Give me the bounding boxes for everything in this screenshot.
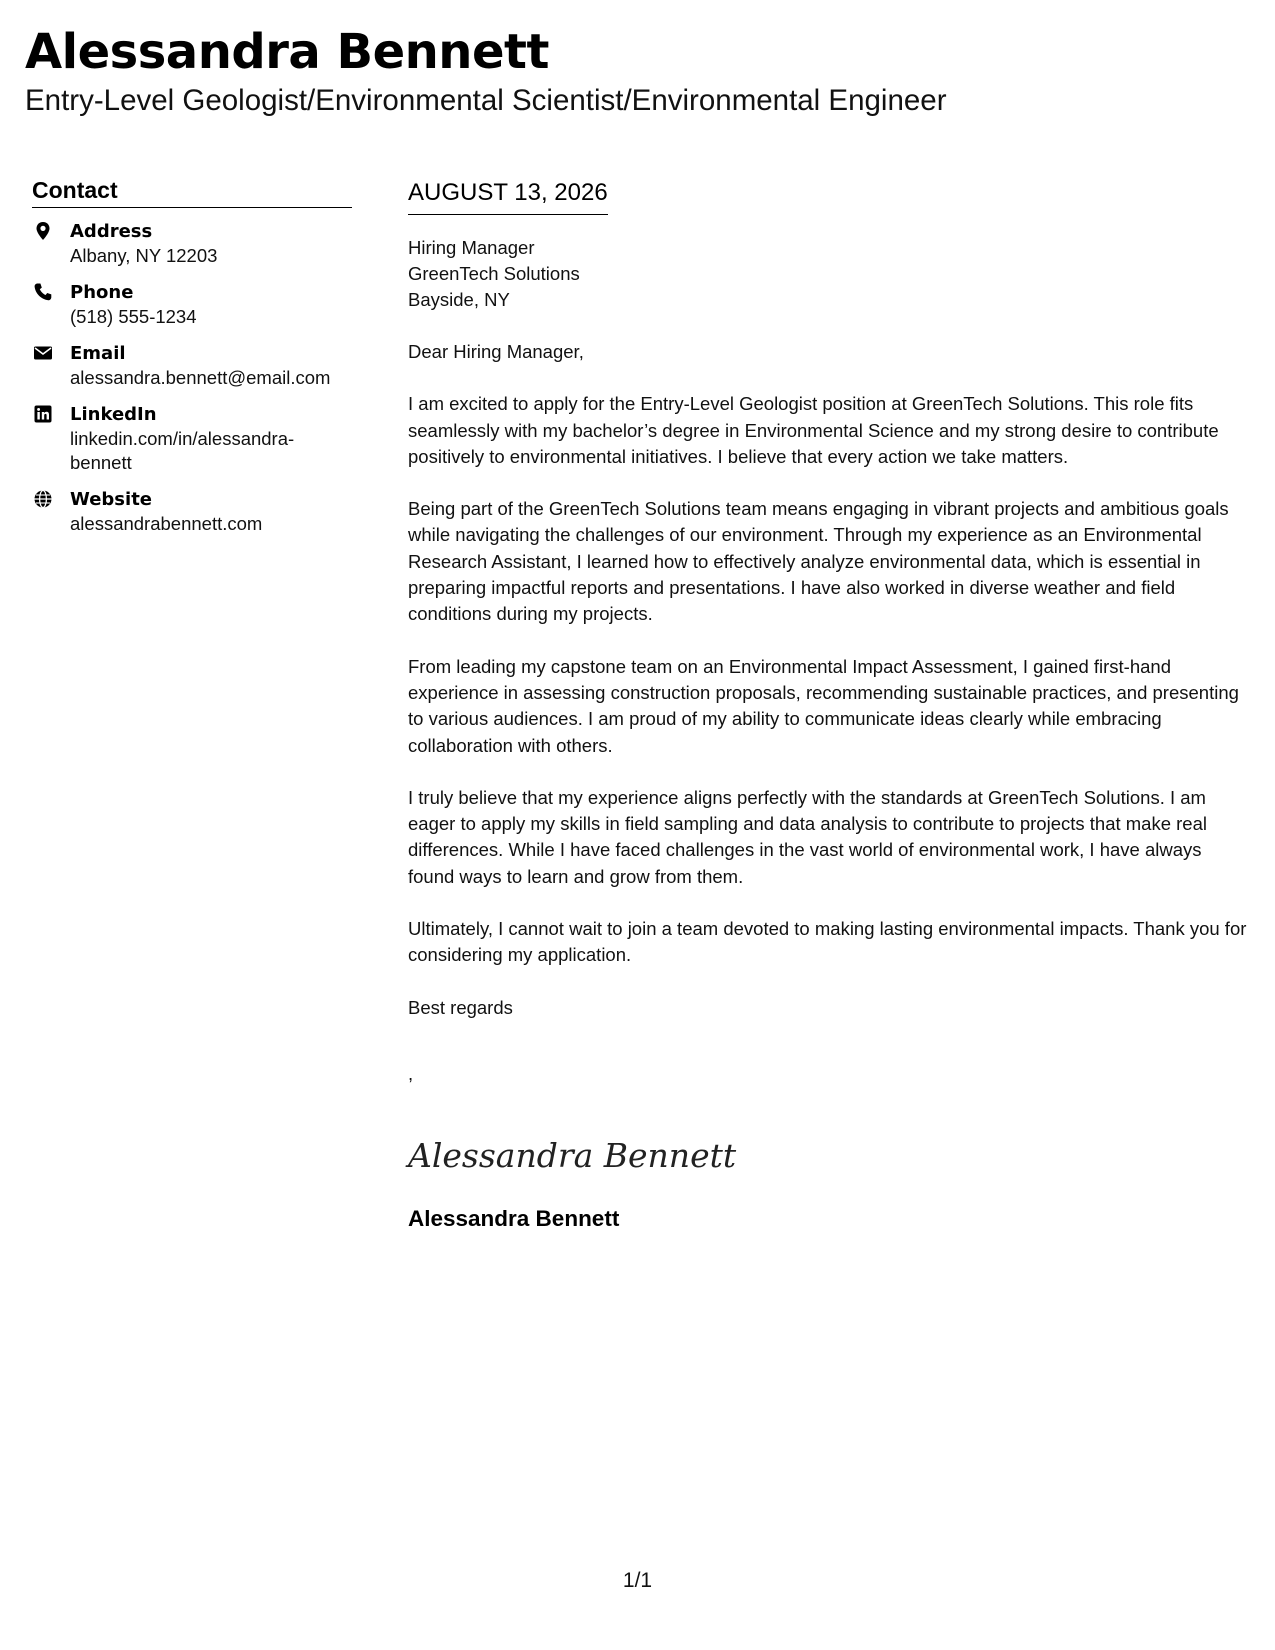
email-link[interactable]: alessandra.bennett@email.com (70, 367, 331, 388)
linkedin-link[interactable]: linkedin.com/in/alessandra-bennett (70, 428, 295, 473)
recipient-block (408, 235, 1248, 313)
contact-label: Phone (70, 282, 134, 303)
body-paragraph: I am excited to apply for the Entry-Level Geologist position at GreenTech Solutions. This role fits seamlessly with my bachelor’s degree in Environmental Science and my strong desire to contribute positively to environmental initiatives. I believe that every action we take matters. (408, 393, 1219, 467)
contact-label: Website (70, 489, 153, 510)
contact-item-email (32, 342, 352, 390)
signer-name: Alessandra Bennett (408, 1205, 620, 1231)
website-link[interactable]: alessandrabennett.com (70, 513, 263, 534)
recipient-location: Bayside, NY (408, 289, 510, 310)
letter-date: AUGUST 13, 2026 (408, 178, 608, 215)
phone-icon (33, 282, 53, 302)
contact-label: Address (70, 221, 153, 242)
envelope-icon (33, 343, 53, 363)
phone-value: (518) 555-1234 (70, 306, 197, 327)
contact-label: Email (70, 343, 126, 364)
body-paragraph: From leading my capstone team on an Environmental Impact Assessment, I gained first-hand experience in assessing construction proposals, recommending sustainable practices, and presenting to various audiences. I am proud of my ability to communicate ideas clearly while embracing collaboration with others. (408, 655, 1239, 756)
recipient-company: GreenTech Solutions (408, 263, 580, 284)
recipient-name: Hiring Manager (408, 237, 535, 258)
closing-comma: , (408, 1062, 414, 1084)
body-paragraph: Ultimately, I cannot wait to join a team devoted to making lasting environmental impacts. Thank you for considering my application. (408, 918, 1247, 966)
contact-item-phone (32, 281, 352, 329)
applicant-name: Alessandra Bennett (25, 24, 549, 80)
body-paragraph: Being part of the GreenTech Solutions team means engaging in vibrant projects and ambitious goals while navigating the challenges of our environment. Through my experience as an Environmental Research Assistant, I learned how to effectively analyze environmental data, which is essential in preparing impactful reports and presentations. I have also worked in diverse weather and field conditions during my projects. (408, 498, 1229, 625)
cover-letter-body (408, 178, 1248, 1233)
contact-item-website (32, 488, 352, 536)
svg-text:Alessandra Bennett: Alessandra Bennett (408, 1135, 737, 1175)
page-number: 1/1 (622, 1569, 653, 1592)
globe-icon (33, 489, 53, 509)
linkedin-icon (33, 404, 53, 424)
contact-item-linkedin (32, 403, 352, 475)
contact-item-address (32, 220, 352, 268)
closing: Best regards (408, 996, 513, 1018)
body-paragraph: I truly believe that my experience aligns perfectly with the standards at GreenTech Solutions. I am eager to apply my skills in field sampling and data analysis to contribute to projects that make real differences. While I have faced challenges in the vast world of environmental work, I have always found ways to learn and grow from them. (408, 786, 1207, 887)
signature-image (408, 1131, 737, 1177)
job-title: Entry-Level Geologist/Environmental Scientist/Environmental Engineer (25, 84, 947, 117)
contact-label: LinkedIn (70, 404, 157, 425)
contact-list (32, 220, 352, 536)
greeting: Dear Hiring Manager, (408, 341, 584, 362)
address-value: Albany, NY 12203 (70, 245, 218, 266)
signature-script (408, 1131, 737, 1177)
contact-sidebar (32, 176, 352, 549)
location-pin-icon (33, 221, 53, 241)
contact-heading: Contact (32, 176, 352, 208)
